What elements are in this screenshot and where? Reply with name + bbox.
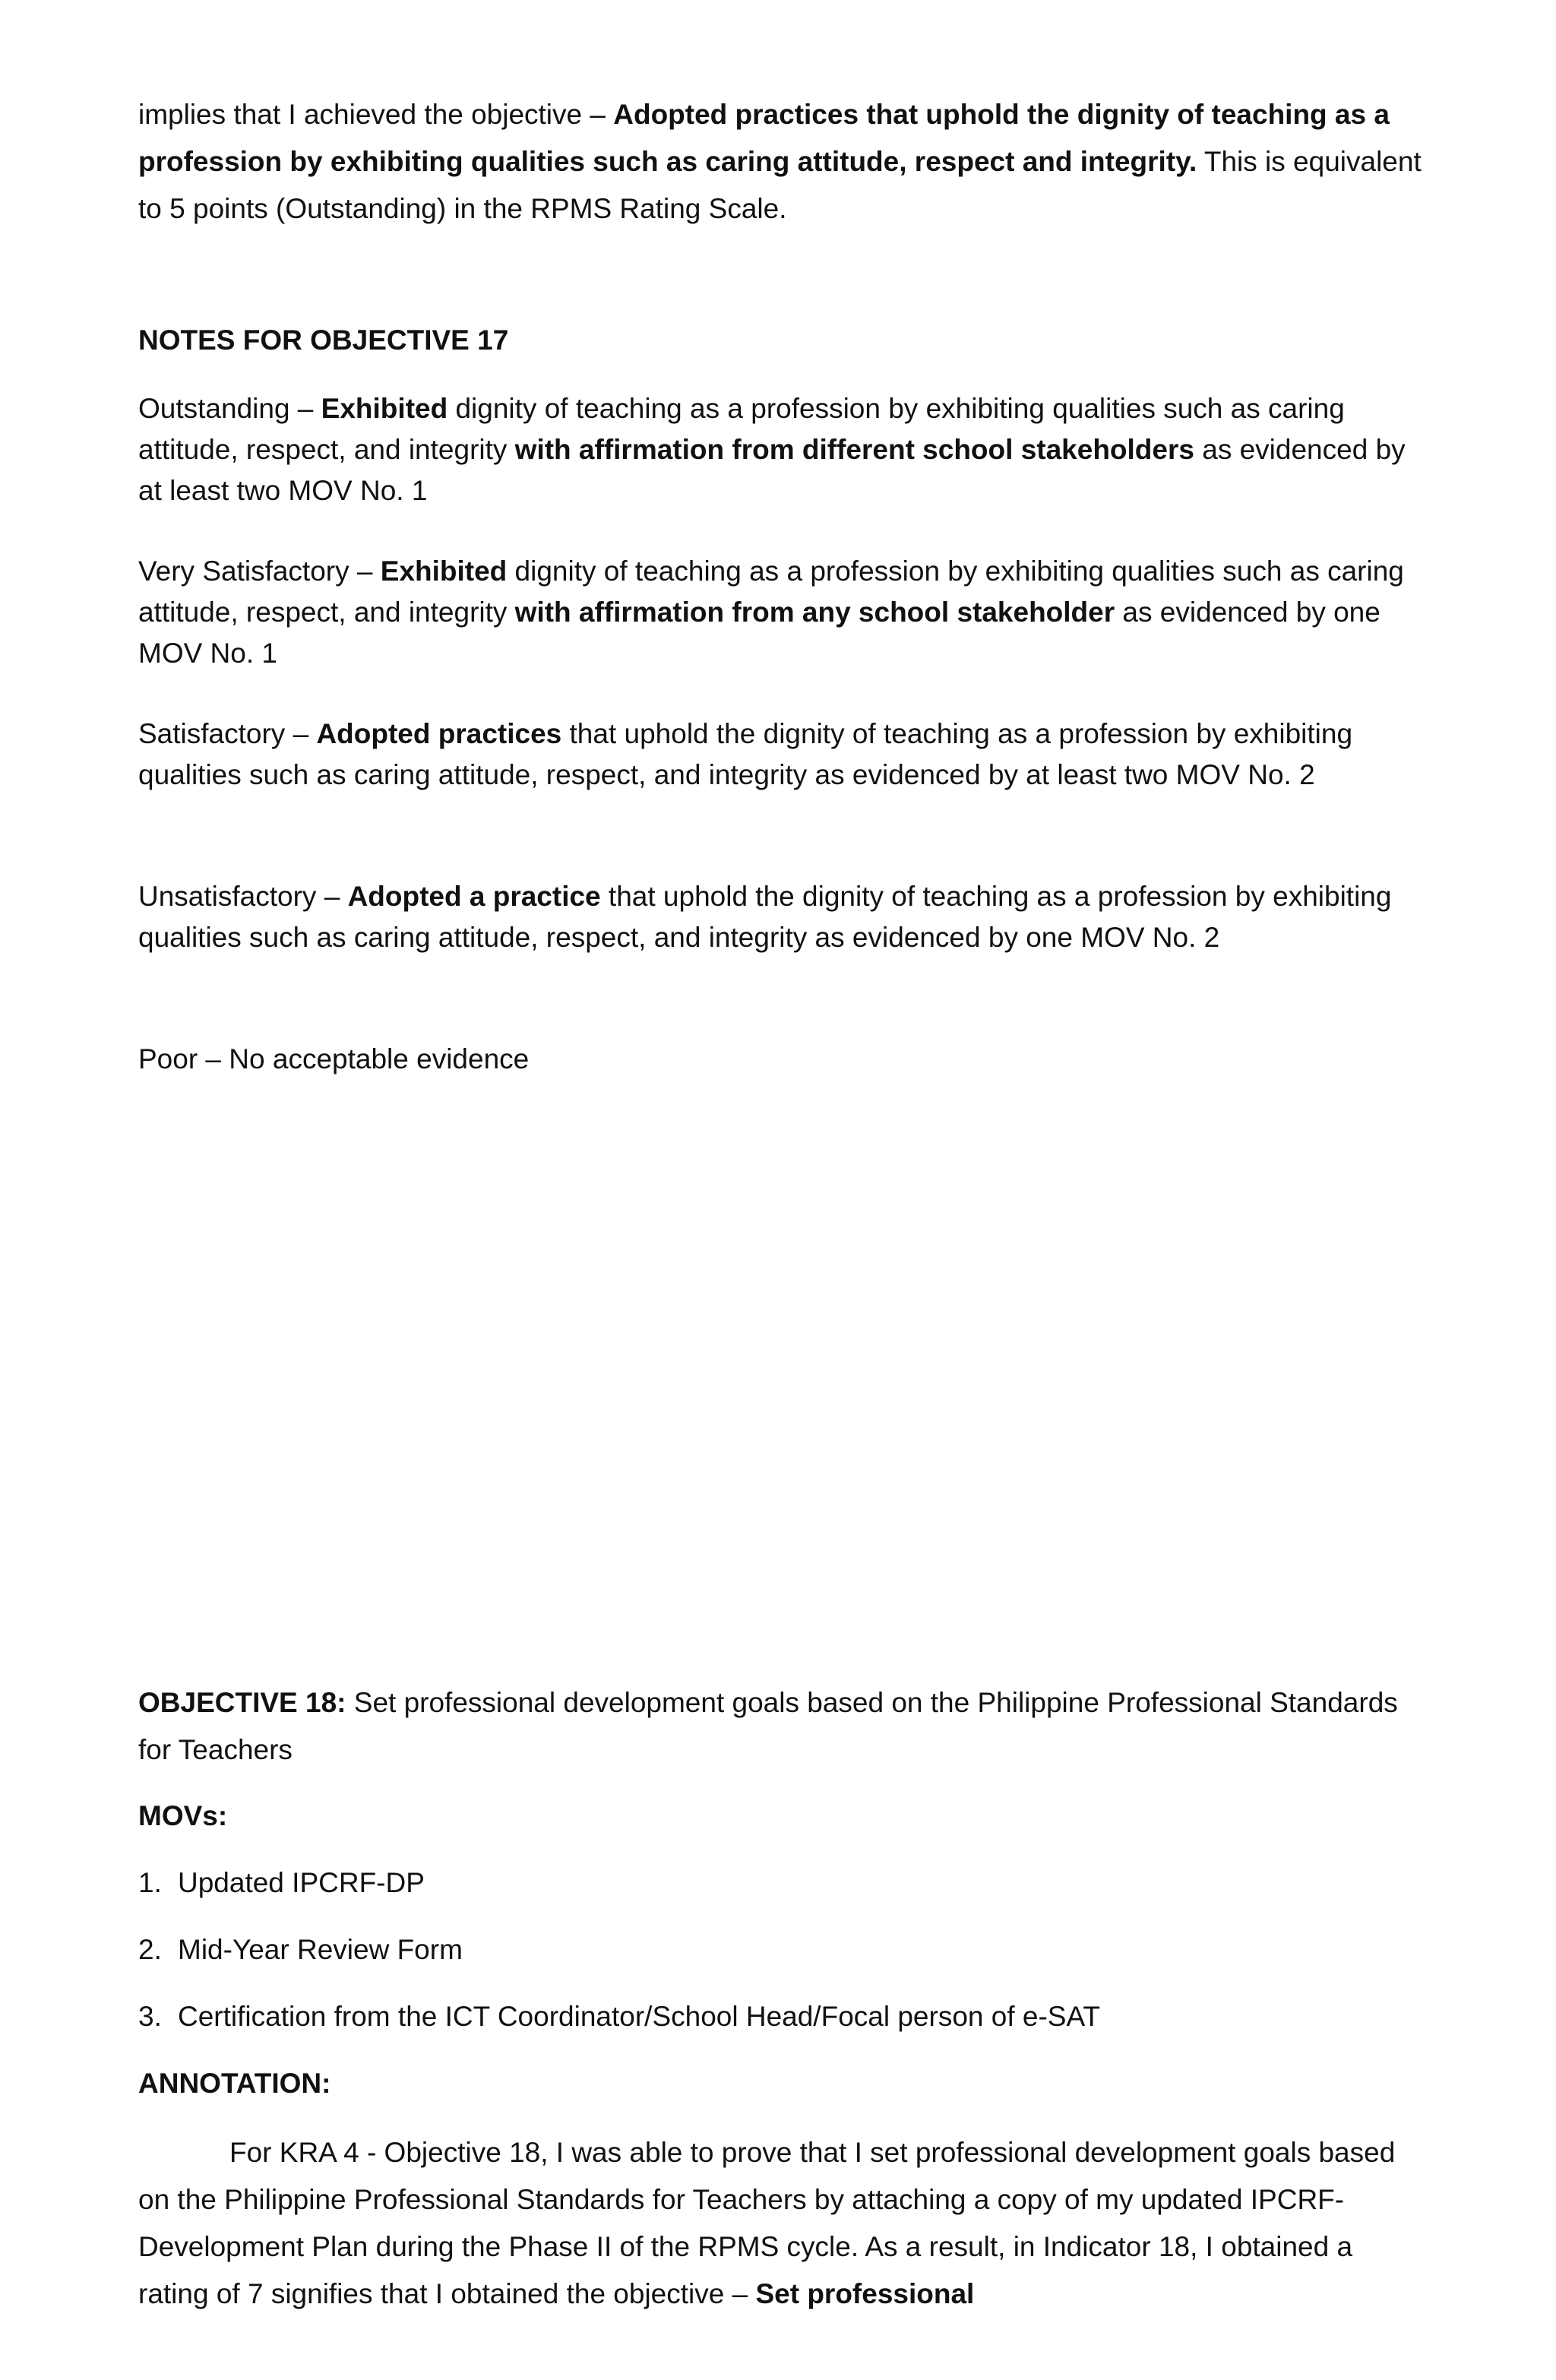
- document-page: [138, 0, 1430, 2380]
- intro-paragraph: [138, 91, 1430, 233]
- list-item: 2. Mid-Year Review Form: [138, 1934, 463, 1965]
- note-poor: Poor – No acceptable evidence: [138, 1043, 530, 1074]
- annotation-paragraph: For KRA 4 - Objective 18, I was able to prove that I set professional development goals based on the Philippine Professional Standards for Teachers by attaching a copy of my updated IPCRF-Development Plan during the Phase II of the RPMS cycle. As a result, in Indicator 18, I obtained a rating of 7 signifies that I obtained the objective – Set professional: [138, 2137, 1396, 2309]
- movs-heading: MOVs:: [138, 1800, 228, 1831]
- note-outstanding: Outstanding – Exhibited dignity of teaching as a profession by exhibiting qualities such as caring attitude, respect, and integrity with affirmation from different school stakeholders as evidenced by at least two MOV No. 1: [138, 393, 1406, 506]
- intro-text-1: implies that I achieved the objective –: [138, 99, 614, 130]
- annotation-heading: ANNOTATION:: [138, 2068, 331, 2099]
- list-item: 1. Updated IPCRF-DP: [138, 1867, 425, 1898]
- note-satisfactory: Satisfactory – Adopted practices that uphold the dignity of teaching as a profession by exhibiting qualities such as caring attitude, respect, and integrity as evidenced by at least two MOV No. 2: [138, 718, 1353, 790]
- note-unsatisfactory: Unsatisfactory – Adopted a practice that uphold the dignity of teaching as a profession by exhibiting qualities such as caring attitude, respect, and integrity as evidenced by one MOV No. 2: [138, 881, 1392, 953]
- list-item: 3. Certification from the ICT Coordinator/School Head/Focal person of e-SAT: [138, 2001, 1101, 2032]
- intro-bold-objective: Adopted practices that uphold the dignity of teaching as a profession by exhibiting qualities such as caring attitude, respect and integrity.: [138, 99, 1390, 177]
- intro-text-2: This is equivalent to 5 points (Outstanding) in the RPMS Rating Scale.: [138, 146, 1422, 224]
- note-very-satisfactory: Very Satisfactory – Exhibited dignity of teaching as a profession by exhibiting qualities such as caring attitude, respect, and integrity with affirmation from any school stakeholder as evidenced by one MOV No. 1: [138, 555, 1404, 669]
- objective-18-heading: OBJECTIVE 18: Set professional development goals based on the Philippine Professional Standards for Teachers: [138, 1687, 1398, 1765]
- notes-heading: NOTES FOR OBJECTIVE 17: [138, 324, 509, 356]
